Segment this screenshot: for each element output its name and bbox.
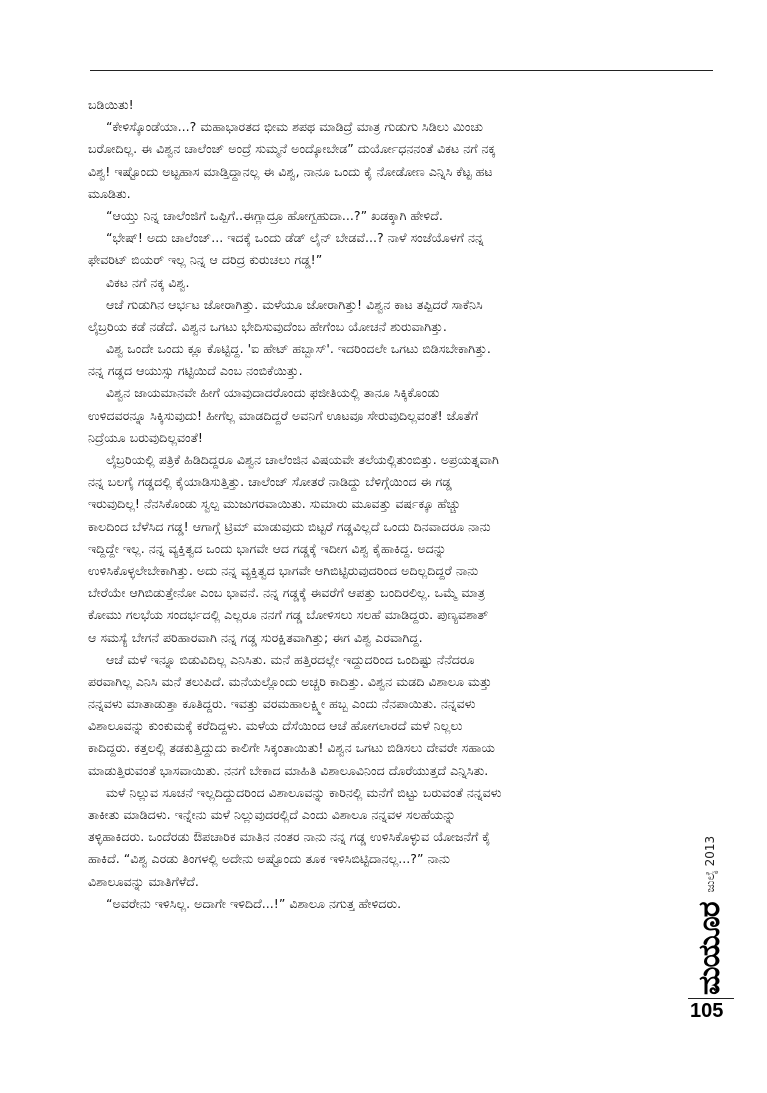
magazine-masthead <box>688 800 728 995</box>
text-line: ಮಾಡುತ್ತಿರುವಂತೆ ಭಾಸವಾಯಿತು. ನನಗೆ ಬೇಕಾದ ಮಾಹಿತಿ ವಿಶಾಲೂವಿನಿಂದ ದೊರೆಯುತ್ತದೆ ಎನ್ನಿಸಿತು. <box>88 762 489 778</box>
text-line: ಉಳಿಸಿಕೊಳ್ಳಲೇಬೇಕಾಗಿತ್ತು. ಅದು ನನ್ನ ವ್ಯಕ್ತಿತ್ವದ ಭಾಗವೇ ಆಗಿಬಿಟ್ಟಿರುವುದರಿಂದ ಅದಿಲ್ಲದಿದ್ದರೆ ನಾನು <box>88 562 479 578</box>
text-line: ಬೇರೆಯೇ ಆಗಿಬಿಡುತ್ತೇನೋ ಎಂಬ ಭಾವನೆ. ನನ್ನ ಗಡ್ಡಕ್ಕೆ ಈವರೆಗೆ ಆಪತ್ತು ಬಂದಿರಲಿಲ್ಲ. ಒಮ್ಮೆ ಮಾತ್ರ <box>88 585 485 601</box>
text-line: ಆಚೆ ಮಳೆ ಇನ್ನೂ ಬಿಡುವಿದಿಲ್ಲ ಎನಿಸಿತು. ಮನೆ ಹತ್ತಿರದಲ್ಲೇ ಇದ್ದುದರಿಂದ ಒಂದಿಷ್ಟು ನೆನೆದರೂ <box>106 651 475 667</box>
magazine-logo <box>690 800 730 995</box>
text-line: ನನ್ನ ಗಡ್ಡದ ಆಯುಸ್ಸು ಗಟ್ಟಿಯಿದೆ ಎಂಬ ನಂಬಿಕೆಯಿತ್ತು. <box>88 363 303 379</box>
text-line: ಆ ಸಮಸ್ಯೆ ಬೇಗನೆ ಪರಿಹಾರವಾಗಿ ನನ್ನ ಗಡ್ಡ ಸುರಕ್ಷಿತವಾಗಿತ್ತು; ಈಗ ವಿಶ್ವ ಎರವಾಗಿದ್ದ. <box>88 629 423 645</box>
text-line: ನಿದ್ರೆಯೂ ಬರುವುದಿಲ್ಲವಂತೆ! <box>88 429 203 445</box>
text-line: ಕೋಮು ಗಲಭೆಯ ಸಂದರ್ಭದಲ್ಲಿ ಎಲ್ಲರೂ ನನಗೆ ಗಡ್ಡ ಬೋಳಿಸಲು ಸಲಹೆ ಮಾಡಿದ್ದರು. ಪುಣ್ಯವಶಾತ್ <box>88 607 489 623</box>
text-line: “ಕೇಳಿಸ್ಕೊಂಡೆಯಾ...? ಮಹಾಭಾರತದ ಭೀಮ ಶಪಥ ಮಾಡಿದ್ರೆ ಮಾತ್ರ ಗುಡುಗು ಸಿಡಿಲು ಮಿಂಚು <box>106 119 484 135</box>
text-line: ಕಾದಿದ್ದರು. ಕತ್ತಲಲ್ಲಿ ತಡಕುತ್ತಿದ್ದುದು ಕಾಲಿಗೇ ಸಿಕ್ಕಂತಾಯಿತು! ವಿಶ್ವನ ಒಗಟು ಬಿಡಿಸಲು ದೇವರೇ ಸಹಾಯ <box>88 740 495 756</box>
text-line: ಬರೋದಿಲ್ಲ. ಈ ವಿಶ್ವನ ಚಾಲೆಂಜ್ ಅಂದ್ರೆ ಸುಮ್ಮನೆ ಅಂದ್ಕೋಬೇಡ” ದುರ್ಯೋಧನನಂತೆ ವಿಕಟ ನಗೆ ನಕ್ಕ <box>88 141 496 157</box>
text-line: ಉಳಿದವರನ್ನೂ ಸಿಕ್ಕಿಸುವುದು! ಹೀಗೆಲ್ಲ ಮಾಡದಿದ್ದರೆ ಅವನಿಗೆ ಊಟವೂ ಸೇರುವುದಿಲ್ಲವಂತೆ! ಜೊತೆಗೆ <box>88 407 479 423</box>
text-line: “ಅವರೇನು ಇಳಿಸಿಲ್ಲ. ಅದಾಗೇ ಇಳಿದಿದೆ...!” ವಿಶಾಲೂ ನಗುತ್ತ ಹೇಳಿದರು. <box>106 895 402 911</box>
text-line: ಆಚೆ ಗುಡುಗಿನ ಆರ್ಭಟ ಜೋರಾಗಿತ್ತು. ಮಳೆಯೂ ಜೋರಾಗಿತ್ತು! ವಿಶ್ವನ ಕಾಟ ತಪ್ಪಿದರೆ ಸಾಕೆನಿಸಿ <box>106 296 483 312</box>
top-divider <box>90 70 713 71</box>
text-line: ವಿಶ್ವ! ಇಷ್ಟೊಂದು ಅಟ್ಟಹಾಸ ಮಾಡ್ತಿದ್ದಾನಲ್ಲ ಈ ವಿಶ್ವ, ನಾನೂ ಒಂದು ಕೈ ನೋಡೋಣ ಎನ್ನಿಸಿ ಕೆಟ್ಟ ಹಟ <box>88 163 493 179</box>
text-line: “ಭೇಷ್! ಅದು ಚಾಲೆಂಜ್... ಇದಕ್ಕೆ ಒಂದು ಡೆಡ್ ಲೈನ್ ಬೇಡವೆ...? ನಾಳೆ ಸಂಜೆಯೊಳಗೆ ನನ್ನ <box>106 230 484 246</box>
text-line: ವಿಕಟ ನಗೆ ನಕ್ಕ ವಿಶ್ವ. <box>106 274 190 290</box>
text-line: ಕಾಲದಿಂದ ಬೆಳೆಸಿದ ಗಡ್ಡ! ಆಗಾಗ್ಗೆ ಟ್ರಿಮ್ ಮಾಡುವುದು ಬಿಟ್ಟರೆ ಗಡ್ಡವಿಲ್ಲದೆ ಒಂದು ದಿನವಾದರೂ ನಾನು <box>88 518 491 534</box>
text-line: “ಆಯ್ತು ನಿನ್ನ ಚಾಲೆಂಜಿಗೆ ಒಪ್ಪಿಗೆ..ಈಗ್ಲಾದ್ರೂ ಹೋಗ್ಬಹುದಾ...?” ಖಡಕ್ಕಾಗಿ ಹೇಳಿದೆ. <box>106 207 443 223</box>
text-line: ಲೈಬ್ರರಿಯಲ್ಲಿ ಪತ್ರಿಕೆ ಹಿಡಿದಿದ್ದರೂ ವಿಶ್ವನ ಚಾಲೆಂಜಿನ ವಿಷಯವೇ ತಲೆಯಲ್ಲಿತುಂಬಿತ್ತು. ಅಪ್ರಯತ್ನವಾಗಿ <box>106 452 499 467</box>
article-body <box>88 94 678 915</box>
text-line: ಮೂಡಿತು. <box>88 185 131 201</box>
text-line: ನನ್ನ ಬಲಗೈ ಗಡ್ಡದಲ್ಲಿ ಕೈಯಾಡಿಸುತ್ತಿತ್ತು. ಚಾಲೆಂಜ್ ಸೋತರೆ ನಾಡಿದ್ದು ಬೆಳಿಗ್ಗೆಯಿಂದ ಈ ಗಡ್ಡ <box>88 474 452 490</box>
text-line: ಪರವಾಗಿಲ್ಲ ಎನಿಸಿ ಮನೆ ತಲುಪಿದೆ. ಮನೆಯಲ್ಲೊಂದು ಅಚ್ಚರಿ ಕಾದಿತ್ತು. ವಿಶ್ವನ ಮಡದಿ ವಿಶಾಲೂ ಮತ್ತು <box>88 673 492 689</box>
text-line: ವಿಶ್ವನ ಜಾಯಮಾನವೇ ಹೀಗೆ ಯಾವುದಾದರೊಂದು ಫಜೀತಿಯಲ್ಲಿ ತಾನೂ ಸಿಕ್ಕಿಕೊಂಡು <box>106 385 440 401</box>
text-line: ಇರುವುದಿಲ್ಲ! ನೆನಸಿಕೊಂಡು ಸ್ವಲ್ಪ ಮುಜುಗರವಾಯಿತು. ಸುಮಾರು ಮೂವತ್ತು ವರ್ಷಕ್ಕೂ ಹೆಚ್ಚು <box>88 496 461 512</box>
text-line: ಇದ್ದಿದ್ದೇ ಇಲ್ಲ. ನನ್ನ ವ್ಯಕ್ತಿತ್ವದ ಒಂದು ಭಾಗವೇ ಆದ ಗಡ್ಡಕ್ಕೆ ಇದೀಗ ವಿಶ್ವ ಕೈಹಾಕಿದ್ದ. ಅದನ್ನು <box>88 540 447 556</box>
text-line: ತಾಕೀತು ಮಾಡಿದಳು. ಇನ್ನೇನು ಮಳೆ ನಿಲ್ಲುವುದರಲ್ಲಿದೆ ಎಂದು ವಿಶಾಲೂ ನನ್ನವಳ ಸಲಹೆಯನ್ನು <box>88 807 456 822</box>
text-line: ವಿಶಾಲೂವನ್ನು ಮಾತಿಗೆಳೆದೆ. <box>88 873 199 889</box>
text-line: ಬಡಿಯಿತು! <box>88 97 134 112</box>
text-line: ಫೇವರಿಟ್ ಬಿಯರ್ ಇಲ್ಲ ನಿನ್ನ ಆ ದರಿದ್ರ ಕುರುಚಲು ಗಡ್ಡ!” <box>88 252 323 268</box>
text-line: ಲೈಬ್ರರಿಯ ಕಡೆ ನಡೆದೆ. ವಿಶ್ವನ ಒಗಟು ಭೇದಿಸುವುದೆಂಬ ಹೇಗೆಂಬ ಯೋಚನೆ ಶುರುವಾಗಿತ್ತು. <box>88 318 447 334</box>
magazine-name: ಮಯೂರ <box>692 902 727 995</box>
text-line: ಮಳೆ ನಿಲ್ಲುವ ಸೂಚನೆ ಇಲ್ಲದಿದ್ದುದರಿಂದ ವಿಶಾಲೂವನ್ನು ಕಾರಿನಲ್ಲಿ ಮನೆಗೆ ಬಿಟ್ಟು ಬರುವಂತೆ ನನ್ನವಳು <box>106 784 502 800</box>
text-line: ಹಾಕಿದೆ. “ವಿಶ್ವ ಎರಡು ತಿಂಗಳಲ್ಲಿ ಅದೇನು ಅಷ್ಟೊಂದು ತೂಕ ಇಳಿಸಿಬಿಟ್ಟಿದಾನಲ್ಲ...?” ನಾನು <box>88 851 450 867</box>
issue-date: ಜುಲೈ 2013 <box>703 835 717 893</box>
text-line: ನನ್ನವಳು ಮಾತಾಡುತ್ತಾ ಕೂತಿದ್ದರು. ಇವತ್ತು ವರಮಹಾಲಕ್ಷ್ಮೀ ಹಬ್ಬ ಎಂದು ನೆನಪಾಯಿತು. ನನ್ನವಳು <box>88 696 476 712</box>
text-line: ವಿಶ್ವ ಒಂದೇ ಒಂದು ಕ್ಲೂ ಕೊಟ್ಟಿದ್ದ. 'ಐ ಹೇಟ್ ಹಬ್ಬಾಸ್'. ಇದರಿಂದಲೇ ಒಗಟು ಬಿಡಿಸಬೇಕಾಗಿತ್ತು. <box>106 341 491 357</box>
page-number: 105 <box>690 1000 724 1022</box>
text-line: ತಳ್ಳಿಹಾಕಿದರು. ಒಂದೆರಡು ಔಪಚಾರಿಕ ಮಾತಿನ ನಂತರ ನಾನು ನನ್ನ ಗಡ್ಡ ಉಳಿಸಿಕೊಳ್ಳುವ ಯೋಜನೆಗೆ ಕೈ <box>88 829 491 845</box>
text-line: ವಿಶಾಲೂವನ್ನು ಕುಂಕುಮಕ್ಕೆ ಕರೆದಿದ್ದಳು. ಮಳೆಯ ದೆಸೆಯಿಂದ ಆಚೆ ಹೋಗಲಾರದೆ ಮಳೆ ನಿಲ್ಲಲು <box>88 718 463 734</box>
